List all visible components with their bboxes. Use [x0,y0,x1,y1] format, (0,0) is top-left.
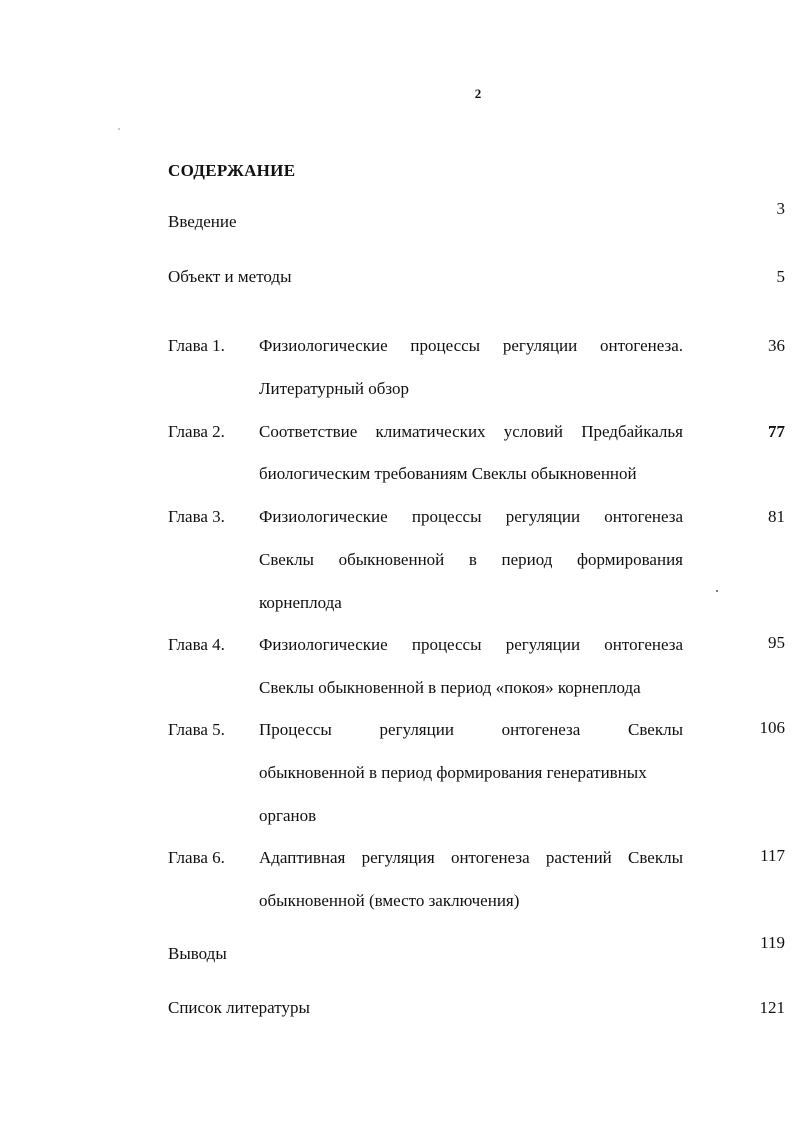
chapter-3-number: Глава 3. [168,507,225,526]
toc-entry-references-page: 121 [759,998,785,1017]
chapter-1-title-line: Физиологические процессы регуляции онтогенеза. [259,336,683,355]
chapter-4-page: 95 [768,633,785,652]
chapter-5-title-line: обыкновенной в период формирования генеративных [259,763,647,782]
chapter-3-title-line: Физиологические процессы регуляции онтогенеза [259,507,683,526]
chapter-2-page: 77 [768,422,785,441]
chapter-3-title-line: корнеплода [259,593,342,612]
toc-entry-conclusions-page: 119 [760,933,785,952]
chapter-1-page: 36 [768,336,785,355]
chapter-4-title-line: Физиологические процессы регуляции онтогенеза [259,635,683,654]
scan-speck [118,128,120,130]
chapter-2-title-line: Соответствие климатических условий Предбайкалья [259,422,683,441]
toc-entry-intro-label: Введение [168,212,237,231]
chapter-6-number: Глава 6. [168,848,225,867]
chapter-6-title-line: Адаптивная регуляция онтогенеза растений Свеклы [259,848,683,867]
chapter-5-page: 106 [759,718,785,737]
chapter-5-number: Глава 5. [168,720,225,739]
chapter-3-title-line: Свеклы обыкновенной в период формирования [259,550,683,569]
chapter-6-page: 117 [760,846,785,865]
chapter-4-title-line: Свеклы обыкновенной в период «покоя» корнеплода [259,678,641,697]
chapter-3-page: 81 [768,507,785,526]
toc-title: СОДЕРЖАНИЕ [168,161,296,180]
toc-entry-methods-label: Объект и методы [168,267,292,286]
chapter-5-title-line: Процессы регуляции онтогенеза Свеклы [259,720,683,739]
chapter-2-number: Глава 2. [168,422,225,441]
chapter-2-title-line: биологическим требованиям Свеклы обыкновенной [259,464,637,483]
chapter-1-number: Глава 1. [168,336,225,355]
chapter-6-title-line: обыкновенной (вместо заключения) [259,891,520,910]
toc-entry-references-label: Список литературы [168,998,310,1017]
page-number: 2 [474,86,482,101]
chapter-4-number: Глава 4. [168,635,225,654]
toc-entry-conclusions-label: Выводы [168,944,227,963]
chapter-1-title-line: Литературный обзор [259,379,410,398]
scan-speck [716,590,718,592]
toc-entry-methods-page: 5 [776,267,785,286]
toc-entry-intro-page: 3 [776,199,785,218]
chapter-5-title-line: органов [259,806,317,825]
